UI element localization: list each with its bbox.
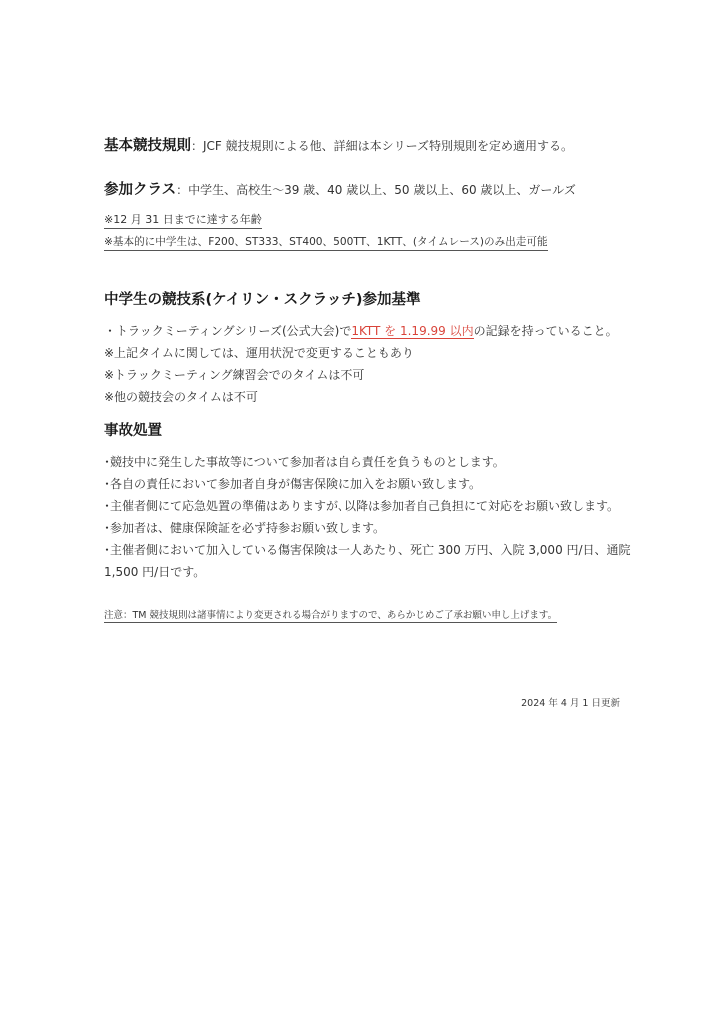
junior-title: 中学生の競技系(ケイリン・スクラッチ)参加基準 bbox=[104, 292, 421, 308]
rules-line bbox=[104, 134, 573, 155]
junior-note-change: ※上記タイムに関しては、運用状況で変更することもあり bbox=[104, 346, 414, 360]
junior-line-pre: ・トラックミーティングシリーズ(公式大会)で bbox=[104, 324, 352, 338]
classes-text: ：中学生、高校生～39 歳、40 歳以上、50 歳以上、60 歳以上、ガールズ bbox=[176, 183, 576, 197]
classes-note-junior: ※基本的に中学生は、F200、ST333、ST400、500TT、1KTT、(タイムレース)のみ出走可能 bbox=[104, 234, 548, 251]
accident-item: ･各自の責任において参加者自身が傷害保険に加入をお願い致します。 bbox=[104, 477, 482, 491]
classes-line bbox=[104, 178, 576, 199]
accident-item: ･主催者側において加入している傷害保険は一人あたり、死亡 300 万円、入院 3,000 円/日、通院 bbox=[104, 543, 631, 557]
accident-item: 1,500 円/日です。 bbox=[104, 565, 206, 579]
updated-date: 2024 年 4 月 1 日更新 bbox=[521, 698, 620, 709]
junior-note-other: ※他の競技会のタイムは不可 bbox=[104, 390, 258, 404]
notice-text: 注意：TM 競技規則は諸事情により変更される場合がりますので、あらかじめご了承お願い申し上げます。 bbox=[104, 607, 557, 623]
classes-label: 参加クラス bbox=[104, 182, 177, 198]
junior-line-criteria bbox=[104, 322, 618, 339]
accident-item: ･主催者側にて応急処置の準備はありますが､以降は参加者自己負担にて対応をお願い致します。 bbox=[104, 499, 620, 513]
rules-label: 基本競技規則 bbox=[104, 138, 191, 154]
rules-text: ：JCF 競技規則による他、詳細は本シリーズ特別規則を定め適用する。 bbox=[191, 139, 574, 153]
accident-title: 事故処置 bbox=[104, 423, 162, 439]
junior-time-highlight: 1KTT を 1.19.99 以内 bbox=[351, 324, 474, 338]
accident-item: ･参加者は、健康保険証を必ず持参お願い致します。 bbox=[104, 521, 386, 535]
junior-note-practice: ※トラックミーティング練習会でのタイムは不可 bbox=[104, 368, 365, 382]
junior-line-post: の記録を持っていること。 bbox=[473, 324, 618, 338]
accident-item: ･競技中に発生した事故等について参加者は自ら責任を負うものとします。 bbox=[104, 455, 505, 469]
classes-note-age: ※12 月 31 日までに達する年齢 bbox=[104, 211, 262, 229]
